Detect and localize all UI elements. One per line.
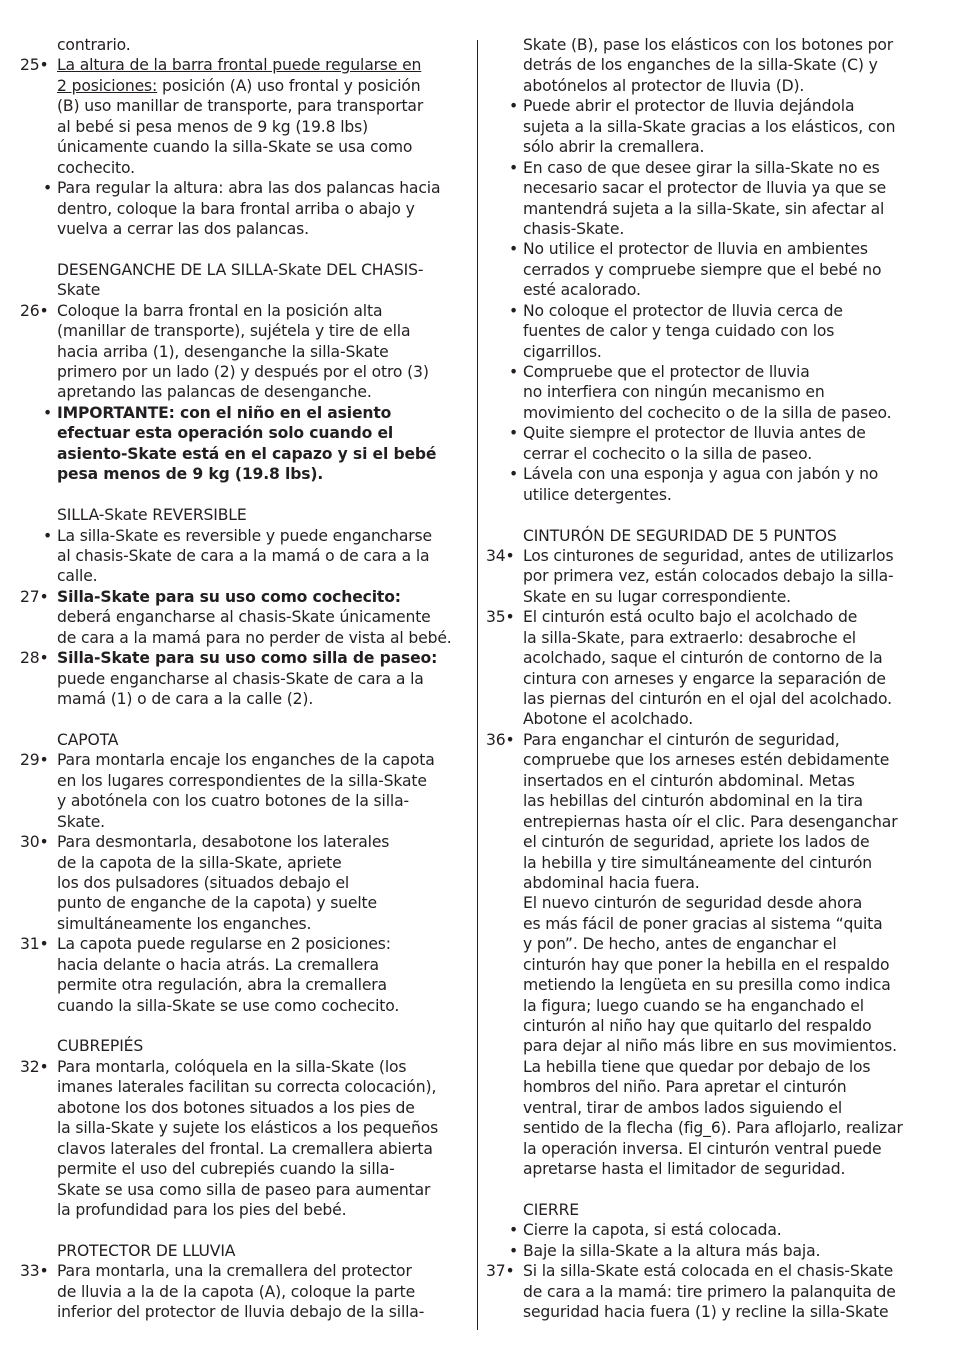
line-text: contrario. (57, 36, 131, 54)
text-line (20, 403, 462, 423)
text-line (20, 1180, 462, 1200)
text-line (486, 35, 926, 55)
line-text: vuelva a cerrar las dos palancas. (57, 219, 309, 238)
line-text: Si la silla-Skate está colocada en el chasis-Skate (523, 1262, 894, 1281)
line-text: (B) uso manillar de transporte, para transportar (57, 97, 424, 116)
text-line (486, 239, 926, 259)
text-line (20, 526, 462, 546)
text-line (486, 485, 926, 505)
line-text: 2 posiciones: (57, 76, 158, 95)
line-text: cinturón al niño hay que quitarlo del respaldo (523, 1017, 872, 1035)
text-line (486, 96, 926, 116)
bullet-icon: • (509, 424, 519, 443)
line-text: SILLA-Skate REVERSIBLE (57, 506, 247, 525)
paragraph-gap (486, 1180, 926, 1200)
text-line (486, 893, 926, 913)
text-line (486, 199, 926, 219)
text-line (20, 382, 462, 402)
line-text: cuando la silla-Skate se use como cochecito. (57, 996, 400, 1015)
line-text: no interfiera con ningún mecanismo en (523, 383, 825, 402)
line-text: en los lugares correspondientes de la silla-Skate (57, 771, 427, 790)
text-line (486, 158, 926, 178)
text-line (486, 955, 926, 975)
text-line (20, 280, 462, 300)
line-text: sólo abrir la cremallera. (523, 138, 705, 157)
line-text: las piernas del cinturón en el ojal del acolchado. (523, 690, 892, 708)
line-text: Coloque la barra frontal en la posición alta (57, 301, 383, 320)
bullet-icon: • (509, 1241, 519, 1260)
line-text: cerrados y compruebe siempre que el bebé no (523, 260, 882, 279)
line-text: esté acalorado. (523, 281, 641, 300)
line-text: puede engancharse al chasis-Skate de cara a la (57, 669, 424, 688)
text-line (20, 1200, 462, 1220)
text-line (486, 873, 926, 893)
text-line (20, 199, 462, 219)
text-line (20, 137, 462, 157)
line-text: Para montarla, colóquela en la silla-Skate (los (57, 1057, 407, 1076)
text-line (20, 955, 462, 975)
text-line (486, 1057, 926, 1077)
bullet-icon: • (43, 179, 53, 198)
text-line (20, 934, 462, 954)
line-text: permite otra regulación, abra la cremallera (57, 976, 387, 995)
text-line (20, 873, 462, 893)
text-line (486, 1220, 926, 1240)
text-line (20, 178, 462, 198)
line-text: PROTECTOR DE LLUVIA (57, 1241, 236, 1260)
text-line (20, 832, 462, 852)
line-text: mantendrá sujeta a la silla-Skate, sin afectar al (523, 199, 885, 218)
text-line (486, 55, 926, 75)
line-text: La silla-Skate es reversible y puede engancharse (57, 526, 432, 545)
line-text: simultáneamente los enganches. (57, 914, 312, 933)
line-text: de cara a la mamá: tire primero la palanquita de (523, 1282, 896, 1301)
text-line (486, 464, 926, 484)
text-line (486, 566, 926, 586)
text-line (20, 96, 462, 116)
line-text: apretando las palancas de desenganche. (57, 383, 372, 402)
line-text: Baje la silla-Skate a la altura más baja. (523, 1241, 821, 1260)
line-text: La hebilla tiene que quedar por debajo de los (523, 1057, 871, 1076)
text-line (486, 362, 926, 382)
item-number: 30• (20, 833, 49, 852)
text-line (486, 689, 926, 709)
line-text: cerrar el cochecito o la silla de paseo. (523, 444, 813, 463)
item-number: 37• (486, 1262, 515, 1281)
line-text: las hebillas del cinturón abdominal en la tira (523, 792, 863, 811)
text-line (20, 1241, 462, 1261)
text-line (20, 1139, 462, 1159)
text-line (20, 1282, 462, 1302)
text-line (486, 853, 926, 873)
line-text: El nuevo cinturón de seguridad desde ahora (523, 894, 863, 913)
text-line (486, 648, 926, 668)
bullet-icon: • (43, 526, 53, 545)
line-text: acolchado, saque el cinturón de contorno de la (523, 649, 883, 668)
text-line (486, 260, 926, 280)
line-text: al bebé si pesa menos de 9 kg (19.8 lbs) (57, 117, 369, 136)
text-line (20, 1302, 462, 1322)
line-text: por primera vez, están colocados debajo la silla- (523, 567, 894, 586)
text-line (486, 1077, 926, 1097)
text-line (20, 689, 462, 709)
text-line (486, 812, 926, 832)
line-text: imanes laterales facilitan su correcta colocación), (57, 1078, 437, 1097)
text-line (486, 1139, 926, 1159)
text-line (20, 607, 462, 627)
line-text: apretarse hasta el limitador de seguridad. (523, 1160, 846, 1179)
line-text: abotónelos al protector de lluvia (D). (523, 76, 805, 95)
item-number: 29• (20, 751, 49, 770)
line-text: La altura de la barra frontal puede regularse en (57, 56, 422, 75)
line-text: para dejar al niño más libre en sus movimientos. (523, 1037, 897, 1056)
line-text: cinturón hay que poner la hebilla en el respaldo (523, 955, 890, 974)
line-text: movimiento del cochecito o de la silla de paseo. (523, 403, 892, 422)
text-line (20, 893, 462, 913)
line-text: IMPORTANTE: con el niño en el asiento (57, 403, 392, 422)
text-line (20, 1036, 462, 1056)
line-text: metiendo la lengüeta en su presilla como indica (523, 976, 891, 995)
text-line (486, 301, 926, 321)
item-number: 33• (20, 1262, 49, 1281)
line-text: mamá (1) o de cara a la calle (2). (57, 690, 314, 708)
text-line (486, 1036, 926, 1056)
text-line (20, 444, 462, 464)
line-text: Para montarla encaje los enganches de la capota (57, 751, 435, 770)
paragraph-gap (20, 485, 462, 505)
line-text: efectuar esta operación solo cuando el (57, 424, 394, 443)
line-text: fuentes de calor y tenga cuidado con los (523, 322, 835, 341)
text-line (20, 464, 462, 484)
text-line (20, 117, 462, 137)
line-text: Silla-Skate para su uso como cochecito: (57, 587, 401, 606)
line-text: cigarrillos. (523, 342, 602, 361)
text-line (20, 35, 462, 55)
bullet-icon: • (43, 403, 53, 422)
text-line (486, 444, 926, 464)
line-text: El cinturón está oculto bajo el acolchado de (523, 608, 858, 627)
line-text: la silla-Skate y sujete los elásticos a los pequeños (57, 1119, 439, 1138)
item-number: 31• (20, 935, 49, 954)
bullet-icon: • (509, 301, 519, 320)
item-number: 34• (486, 546, 515, 565)
text-line (486, 526, 926, 546)
text-line (486, 730, 926, 750)
line-text: Cierre la capota, si está colocada. (523, 1221, 782, 1240)
text-line (20, 342, 462, 362)
text-line (20, 301, 462, 321)
text-line (20, 505, 462, 525)
item-number: 35• (486, 608, 515, 627)
line-text: En caso de que desee girar la silla-Skate no es (523, 158, 880, 177)
text-line (486, 975, 926, 995)
text-line (20, 812, 462, 832)
bullet-icon: • (509, 240, 519, 259)
line-text: Abotone el acolchado. (523, 710, 694, 729)
item-number: 25• (20, 56, 49, 75)
line-text: calle. (57, 567, 98, 586)
line-text: Lávela con una esponja y agua con jabón y no (523, 465, 879, 484)
text-line (486, 914, 926, 934)
line-text: Skate (B), pase los elásticos con los botones por (523, 36, 894, 54)
line-text: la operación inversa. El cinturón ventral puede (523, 1139, 882, 1158)
line-text: Los cinturones de seguridad, antes de utilizarlos (523, 546, 894, 565)
line-text: necesario sacar el protector de lluvia ya que se (523, 179, 887, 198)
line-text: los dos pulsadores (situados debajo el (57, 873, 350, 892)
text-line (20, 55, 462, 75)
text-line (486, 1098, 926, 1118)
text-line (20, 1098, 462, 1118)
text-line (20, 219, 462, 239)
line-text: y abotónela con los cuatro botones de la silla- (57, 792, 409, 811)
text-line (486, 117, 926, 137)
line-text: Skate (57, 281, 101, 300)
bullet-icon: • (509, 158, 519, 177)
line-text: DESENGANCHE DE LA SILLA-Skate DEL CHASIS- (57, 260, 424, 279)
text-line (20, 587, 462, 607)
line-text: CUBREPIÉS (57, 1037, 144, 1056)
line-text: Para regular la altura: abra las dos palancas hacia (57, 179, 441, 198)
line-text: hacia arriba (1), desenganche la silla-Skate (57, 342, 389, 361)
text-line (486, 934, 926, 954)
line-text: Silla-Skate para su uso como silla de paseo: (57, 649, 438, 668)
text-line (486, 178, 926, 198)
right-column (486, 35, 926, 1323)
text-line (20, 1057, 462, 1077)
text-line (486, 771, 926, 791)
text-line (486, 321, 926, 341)
text-line (20, 791, 462, 811)
text-line (486, 1241, 926, 1261)
line-text: CIERRE (523, 1200, 579, 1219)
line-text: la hebilla y tire simultáneamente del cinturón (523, 853, 873, 872)
text-line (486, 342, 926, 362)
text-line (20, 628, 462, 648)
line-text: Para montarla, una la cremallera del protector (57, 1262, 412, 1281)
line-text: el cinturón de seguridad, apriete los lados de (523, 833, 870, 852)
line-text: Skate en su lugar correspondiente. (523, 587, 791, 606)
text-line (486, 791, 926, 811)
line-text: es más fácil de poner gracias al sistema “quita (523, 914, 883, 933)
line-text: ventral, tirar de ambos lados siguiendo el (523, 1098, 843, 1117)
line-text: Para desmontarla, desabotone los laterales (57, 833, 390, 852)
text-line (486, 423, 926, 443)
column-divider (477, 40, 478, 1330)
line-text: No utilice el protector de lluvia en ambientes (523, 240, 868, 259)
text-line (486, 628, 926, 648)
line-text: seguridad hacia fuera (1) y recline la silla-Skate (523, 1303, 889, 1322)
line-text: al chasis-Skate de cara a la mamá o de cara a la (57, 546, 430, 565)
line-text: inferior del protector de lluvia debajo de la silla- (57, 1303, 425, 1322)
line-text: sentido de la flecha (fig_6). Para aflojarlo, realizar (523, 1119, 903, 1138)
line-text: de cara a la mamá para no perder de vista al bebé. (57, 628, 452, 647)
text-line (20, 1261, 462, 1281)
text-line (20, 914, 462, 934)
text-line (486, 546, 926, 566)
line-text: la figura; luego cuando se ha enganchado el (523, 996, 864, 1015)
paragraph-gap (20, 1220, 462, 1240)
line-text: insertados en el cinturón abdominal. Metas (523, 771, 855, 790)
line-text: la silla-Skate, para extraerlo: desabroche el (523, 628, 856, 647)
line-text: Skate. (57, 812, 105, 831)
bullet-icon: • (509, 97, 519, 116)
bullet-icon: • (509, 363, 519, 381)
text-line (20, 996, 462, 1016)
line-text: primero por un lado (2) y después por el otro (3) (57, 363, 429, 381)
text-line (20, 771, 462, 791)
line-text: de la capota de la silla-Skate, apriete (57, 853, 342, 872)
line-text-continued: posición (A) uso frontal y posición (157, 76, 421, 95)
text-line (20, 648, 462, 668)
line-text: utilice detergentes. (523, 485, 672, 504)
paragraph-gap (20, 1016, 462, 1036)
line-text: compruebe que los arneses estén debidamente (523, 751, 890, 770)
line-text: hombros del niño. Para apretar el cinturón (523, 1078, 847, 1097)
bullet-icon: • (509, 465, 519, 484)
text-line (486, 1200, 926, 1220)
text-line (20, 566, 462, 586)
line-text: dentro, coloque la bara frontal arriba o abajo y (57, 199, 415, 218)
line-text: (manillar de transporte), sujétela y tire de ella (57, 322, 411, 341)
paragraph-gap (486, 505, 926, 525)
line-text: la profundidad para los pies del bebé. (57, 1200, 347, 1219)
text-line (486, 280, 926, 300)
item-number: 26• (20, 301, 49, 320)
text-line (20, 750, 462, 770)
line-text: entrepiernas hasta oír el clic. Para desenganchar (523, 812, 898, 831)
line-text: Skate se usa como silla de paseo para aumentar (57, 1180, 431, 1199)
line-text: y pon”. De hecho, antes de enganchar el (523, 935, 837, 954)
text-line (486, 1302, 926, 1322)
text-line (20, 669, 462, 689)
line-text: chasis-Skate. (523, 219, 625, 238)
text-line (20, 1159, 462, 1179)
line-text: detrás de los enganches de la silla-Skate (C) y (523, 56, 878, 75)
text-line (486, 1016, 926, 1036)
line-text: Quite siempre el protector de lluvia antes de (523, 424, 866, 443)
text-line (486, 403, 926, 423)
line-text: pesa menos de 9 kg (19.8 lbs). (57, 465, 324, 484)
text-line (486, 750, 926, 770)
line-text: únicamente cuando la silla-Skate se usa como (57, 138, 413, 157)
text-line (486, 382, 926, 402)
text-line (20, 260, 462, 280)
text-line (486, 1282, 926, 1302)
text-line (20, 423, 462, 443)
text-line (486, 1118, 926, 1138)
line-text: abdominal hacia fuera. (523, 873, 700, 892)
text-line (486, 1159, 926, 1179)
left-column (20, 35, 462, 1323)
text-line (20, 158, 462, 178)
line-text: permite el uso del cubrepiés cuando la silla- (57, 1160, 395, 1179)
line-text: Para enganchar el cinturón de seguridad, (523, 730, 840, 749)
line-text: cintura con arneses y engarce la separación de (523, 669, 886, 688)
text-line (20, 1118, 462, 1138)
text-line (486, 832, 926, 852)
bullet-icon: • (509, 1221, 519, 1240)
text-line (486, 709, 926, 729)
text-line (20, 76, 462, 96)
text-line (486, 219, 926, 239)
line-text: Puede abrir el protector de lluvia dejándola (523, 97, 855, 116)
line-text: CINTURÓN DE SEGURIDAD DE 5 PUNTOS (523, 526, 837, 545)
text-line (486, 996, 926, 1016)
line-text: deberá engancharse al chasis-Skate únicamente (57, 608, 431, 627)
line-text: cochecito. (57, 158, 135, 177)
line-text: punto de enganche de la capota) y suelte (57, 894, 377, 913)
item-number: 32• (20, 1057, 49, 1076)
text-line (20, 853, 462, 873)
line-text: de lluvia a la de la capota (A), coloque la parte (57, 1282, 416, 1301)
text-line (20, 730, 462, 750)
line-text: Compruebe que el protector de lluvia (523, 363, 810, 381)
text-line (486, 137, 926, 157)
text-line (20, 362, 462, 382)
line-text: No coloque el protector de lluvia cerca de (523, 301, 843, 320)
paragraph-gap (20, 709, 462, 729)
text-line (486, 587, 926, 607)
text-line (20, 546, 462, 566)
text-line (20, 321, 462, 341)
line-text: sujeta a la silla-Skate gracias a los elásticos, con (523, 117, 896, 136)
item-number: 36• (486, 730, 515, 749)
text-line (486, 607, 926, 627)
text-line (20, 1077, 462, 1097)
text-line (20, 975, 462, 995)
line-text: La capota puede regularse en 2 posiciones: (57, 935, 391, 954)
line-text: CAPOTA (57, 730, 119, 749)
line-text: hacia delante o hacia atrás. La cremallera (57, 955, 379, 974)
line-text: clavos laterales del frontal. La cremallera abierta (57, 1139, 433, 1158)
line-text: asiento-Skate está en el capazo y si el bebé (57, 444, 437, 463)
text-line (486, 76, 926, 96)
item-number: 28• (20, 649, 49, 668)
text-line (486, 669, 926, 689)
line-text: abotone los dos botones situados a los pies de (57, 1098, 415, 1117)
paragraph-gap (20, 239, 462, 259)
item-number: 27• (20, 587, 49, 606)
text-line (486, 1261, 926, 1281)
